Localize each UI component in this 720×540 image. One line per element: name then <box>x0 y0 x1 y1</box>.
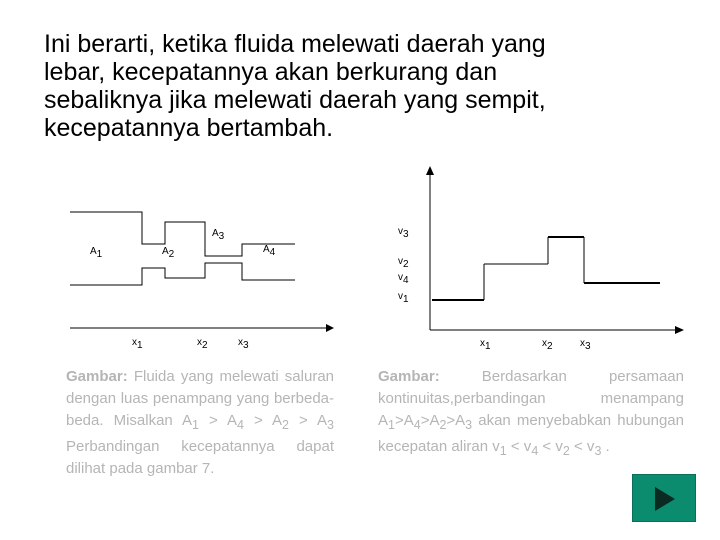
heading-line: lebar, kecepatannya akan berkurang dan <box>44 58 498 86</box>
velocity-y-axis-arrowhead <box>426 166 434 175</box>
caption-velocity-graph: Gambar: Berdasarkan persamaan kontinuitas,perbandingan menampang $A_1>A_4>A_2>A_3$ akan menyebabkan hubungan kecepatan aliran $v_1 < v_4 < v_2 < v_3$ . <box>378 368 684 458</box>
label-a3: A3 <box>212 228 225 242</box>
velocity-x3-label: x3 <box>580 338 591 352</box>
velocity-x1-label: x1 <box>480 338 491 352</box>
caption-lead: Gambar: <box>378 368 440 385</box>
label-a4: A4 <box>263 244 276 258</box>
play-triangle-icon <box>655 487 675 511</box>
pipe-diagram <box>70 212 295 285</box>
velocity-x2-label: x2 <box>542 338 553 352</box>
label-a1: A1 <box>90 246 103 260</box>
pipe-x1-label: x1 <box>132 337 143 351</box>
pipe-x2-label: x2 <box>197 337 208 351</box>
caption-pipe-diagram: Gambar: Fluida yang melewati saluran dengan luas penampang yang berbeda-beda. Misalkan $A_1 > A_4 > A_2 > A_3$ Perbandingan kecepatannya dapat dilihat pada gambar 7. <box>66 368 334 477</box>
next-slide-button[interactable] <box>632 474 696 522</box>
label-v2: v2 <box>398 256 409 270</box>
heading-line: Ini berarti, ketika fluida melewati daerah yang <box>44 30 546 58</box>
label-v3: v3 <box>398 226 409 240</box>
heading-line: kecepatannya bertambah. <box>44 114 334 142</box>
velocity-x-axis-arrowhead <box>675 326 684 334</box>
pipe-x-axis-arrowhead <box>326 324 334 332</box>
heading-line: sebaliknya jika melewati daerah yang sempit, <box>44 86 546 114</box>
velocity-graph <box>426 166 684 334</box>
label-v1: v1 <box>398 291 409 305</box>
caption-lead: Gambar: <box>66 368 128 385</box>
label-a2: A2 <box>162 246 175 260</box>
label-v4: v4 <box>398 272 409 286</box>
pipe-top-wall <box>70 212 295 256</box>
pipe-bottom-wall <box>70 263 295 285</box>
pipe-x3-label: x3 <box>238 337 249 351</box>
